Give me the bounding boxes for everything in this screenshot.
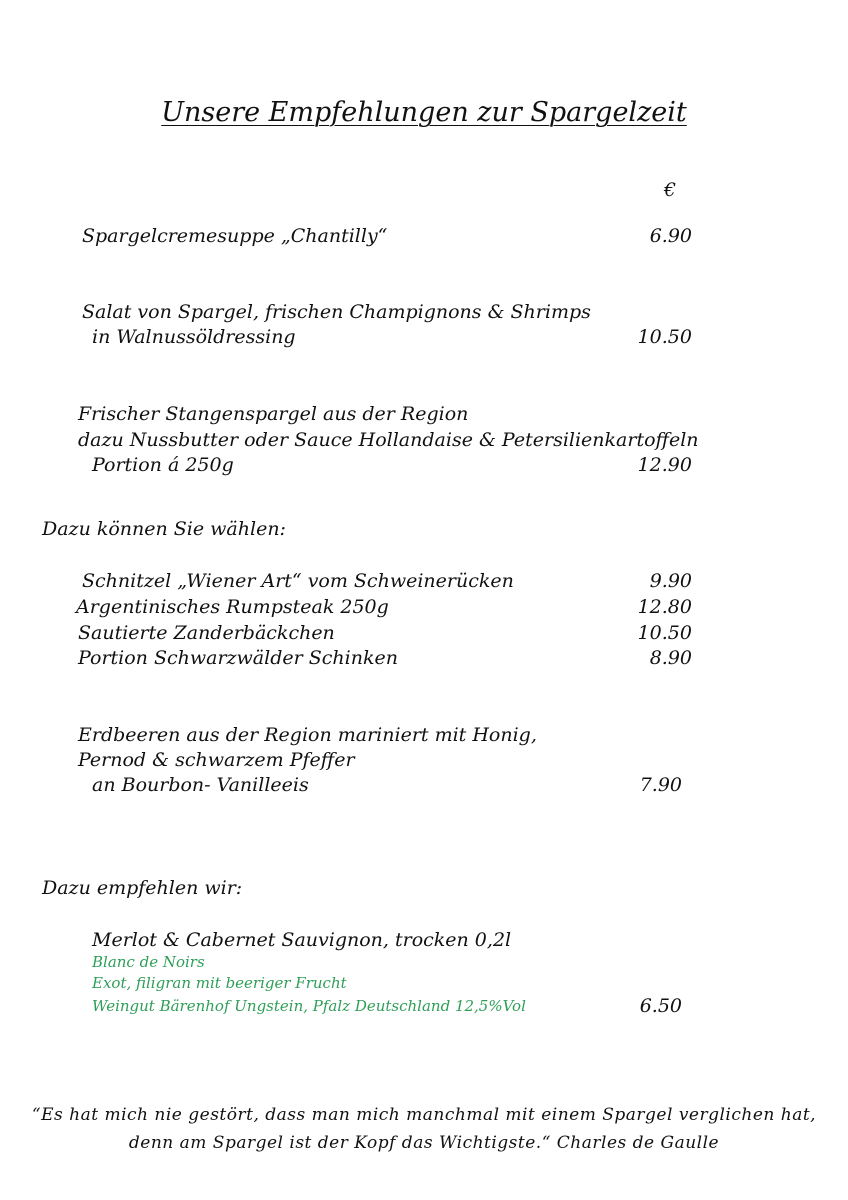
choose-heading: Dazu können Sie wählen: [42,518,286,540]
menu-item-asparagus-line2: dazu Nussbutter oder Sauce Hollandaise & Petersilienkartoffeln [78,429,699,451]
dessert-line3: an Bourbon- Vanilleeis [92,774,309,796]
wine-detail-1: Blanc de Noirs [92,953,205,971]
menu-item-salad: Salat von Spargel, frischen Champignons & Shrimps [82,301,591,323]
quote-line1: “Es hat mich nie gestört, dass man mich manchmal mit einem Spargel verglichen hat, [31,1105,817,1125]
dessert-line1: Erdbeeren aus der Region mariniert mit Honig, [78,724,537,746]
dessert-line2: Pernod & schwarzem Pfeffer [78,749,355,771]
menu-item-soup: Spargelcremesuppe „Chantilly“ [82,225,388,247]
price-schinken: 8.90 [649,647,692,669]
price-asparagus: 12.90 [637,454,692,476]
page-title: Unsere Empfehlungen zur Spargelzeit [161,97,687,128]
side-item-schnitzel: Schnitzel „Wiener Art“ vom Schweinerücken [82,570,514,592]
menu-item-salad-line2: in Walnussöldressing [92,326,296,348]
price-soup: 6.90 [649,225,692,247]
side-item-rumpsteak: Argentinisches Rumpsteak 250g [76,596,389,618]
price-dessert: 7.90 [639,774,682,796]
price-salad: 10.50 [637,326,692,348]
price-rumpsteak: 12.80 [637,596,692,618]
currency-symbol: € [664,179,677,201]
wine-detail-3: Weingut Bärenhof Ungstein, Pfalz Deutschland 12,5%Vol [92,997,526,1015]
price-schnitzel: 9.90 [649,570,692,592]
side-item-schinken: Portion Schwarzwälder Schinken [78,647,398,669]
quote-line2: denn am Spargel ist der Kopf das Wichtigste.“ Charles de Gaulle [128,1133,720,1153]
side-item-zander: Sautierte Zanderbäckchen [78,622,335,644]
price-wine: 6.50 [639,995,682,1017]
wine-name: Merlot & Cabernet Sauvignon, trocken 0,2l [92,929,512,951]
menu-item-asparagus-line3: Portion á 250g [92,454,234,476]
recommend-heading: Dazu empfehlen wir: [42,877,243,899]
price-zander: 10.50 [637,622,692,644]
menu-item-asparagus: Frischer Stangenspargel aus der Region [78,403,469,425]
wine-detail-2: Exot, filigran mit beeriger Frucht [92,974,347,992]
